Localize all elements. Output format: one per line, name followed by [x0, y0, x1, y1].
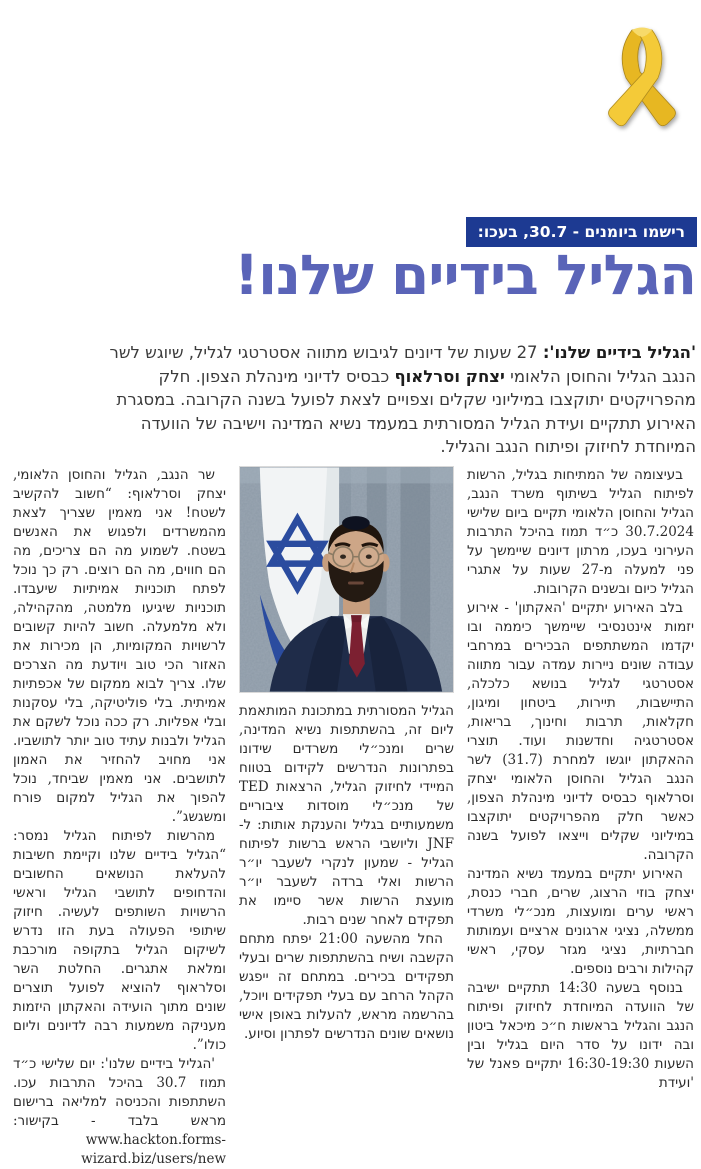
- registration-note: [13, 1055, 226, 1169]
- intro-deck: [88, 341, 696, 459]
- column-middle: [239, 466, 454, 1044]
- column-right: [467, 466, 694, 1093]
- intro-text-1: 27 שעות של דיונים לגיבוש מתווה אסטרטגי לגליל, שיוגש לשר הנגב הגליל והחוסן הלאומי: [109, 343, 696, 386]
- article-paragraph: בנוסף בשעה 14:30 תתקיים ישיבה של הוועדה המיוחדת לחיזוק ופיתוח הנגב והגליל בראשות ח״כ מיכאל ביטון ובה ידונו על סדר היום בגליל ובין השעות 16:30-19:30 יתקיים פאנל של 'ועידת: [467, 980, 694, 1091]
- intro-text-2: כבסיס לדיוני מינהלת הצפון. חלק מהפרויקטים יתוקצבו במיליוני שקלים וצפויים לצאת לפועל בשנה הקרובה. במסגרת האירוע תתקיים ועידת הגליל המסורתית במעמד נשיא המדינה וישיבה של הוועדה המיוחדת לחיזוק ופיתוח הנגב והגליל.: [116, 366, 696, 456]
- article-paragraph: החל מהשעה 21:00 יפתח מתחם הקשבה ושיח בהשתתפות שרים ובעלי תפקידים בכירים. במתחם זה ייפגש הקהל הרחב עם בעלי תפקידים ויוכל, בהרשמה מראש, להעלות באופן אישי נושאים שונים הנדרשים לפתרון וסיוע.: [239, 931, 454, 1042]
- registration-text: 'הגליל בידיים שלנו': יום שלישי כ״ד תמוז 30.7 בהיכל התרבות עכו. השתתפות והכניסה למליאה ברישום מראש בלבד - בקישור:: [13, 1056, 226, 1129]
- kicker-text: רישמו ביומנים - 30.7, בעכו:: [477, 223, 685, 241]
- page-title: הגליל בידיים שלנו!: [233, 243, 696, 307]
- registration-url[interactable]: www.hackton.forms-wizard.biz/users/new: [81, 1132, 226, 1167]
- article-paragraph: בלב האירוע יתקיים 'האקתון' - אירוע יזמות אינטנסיבי שיימשך כיממה ובו יקדמו המשתתפים הבכירים במרחבי עבודה שונים ניירות עמדה עבור מתווה אסטרטגי לגליל בנושא כלכלה, התיישבות, תיירות, ביטחון ומיגון, חקלאות, תרבות וחינוך, בריאות, אסטרטגיה וחדשנות ועוד. תוצרי ההאקתון יוגשו למחרת (31.7) לשר הנגב הגליל והחוסן הלאומי יצחק וסרלאוף כבסיס לדיוני מינהלת הצפון, כאשר חלק מהפרויקטים יתוקצבו במיליוני שקלים וייצאו לפועל בשנה הקרובה.: [467, 600, 694, 863]
- article-columns: [13, 466, 694, 1169]
- intro-minister-bold: יצחק וסרלאוף: [394, 366, 505, 386]
- article-paragraph: מהרשות לפיתוח הגליל נמסר: “הגליל בידיים שלנו וקיימת חשיבות להעלאת הנושאים החשובים והדחופים לתושבי הגליל וראשי הרשויות השותפים לעשיה. חיזוק שיתופי הפעולה בעת הזו נדרש לשיקום הגליל בתקופה מורכבת ומלאת אתגרים. החלטת השר וסלראוף להוציא לפועל תוצרים שונים מתוך הועידה והאקתון היזמות מעניקה משמעות רבה לדיונים וליום כולו”.: [13, 828, 226, 1053]
- article-paragraph: האירוע יתקיים במעמד נשיא המדינה יצחק בוזי הרצוג, שרים, חברי כנסת, ראשי ערים ומועצות, מנכ״לי משרדי ממשלה, נציגי ארגונים ארציים ועמותות חברתיות, נציגי מגזר עסקי, ראשי קהילות ורבים נוספים.: [467, 866, 694, 977]
- article-paragraph: שר הנגב, הגליל והחוסן הלאומי, יצחק וסרלאוף: “חשוב להקשיב לשטח! אני מאמין שצריך לצאת מהמשרדים ולפגוש את האנשים בשטח. לשמוע מה הם צריכים, מה הם חווים, מה הם רוצים. רק כך נוכל לפתח תוכניות אמיתיות שיעבדו. תוכניות שיגיעו מלמטה, מהקהילה, ולא מלמעלה. חשוב להיות קשובים לרשויות המקומיות, הן מכירות את האזור הכי טוב ויודעת מה הצרכים שלו. צריך לבוא ממקום של אכפתיות אמיתית. בלי פוליטיקה, בלי עסקנות ובלי אפליות. רק ככה נוכל לשקם את הגליל ולבנות עתיד טוב יותר לתושביו. אני מחויב להחזיר את האמון לתושבים. אני מאמין שביחד, נוכל להפוך את הגליל למקום פורח ומשגשג”.: [13, 467, 226, 825]
- intro-lead-bold: 'הגליל בידיים שלנו':: [542, 343, 696, 362]
- column-left: [13, 466, 226, 1169]
- yellow-ribbon-icon: [596, 26, 688, 140]
- article-paragraph: בעיצומה של המתיחות בגליל, הרשות לפיתוח הגליל בשיתוף משרד הנגב, הגליל והחוסן הלאומי תקיים ביום שלישי 30.7.2024 כ״ד תמוז בהיכל התרבות העירוני בעכו, מרתון דיונים שיימשך על פני למעלה מ-27 שעות על אתגרי הגליל כיום ובשנים הקרובות.: [467, 467, 694, 597]
- article-paragraph: הגליל המסורתית במתכונת המותאמת ליום זה, בהשתתפות נשיא המדינה, שרים ומנכ״לי משרדים שידונו בפתרונות הנדרשים לקידום בטווח המיידי לחיזוק הגליל, הרצאות TED של מנכ״לי מוסדות ציבוריים משמעותיים בגליל והענקת אותות: ל-JNF וליושבי הראש ברשות לפיתוח הגליל - שמעון לנקרי לשעבר יו״ר הרשות ואלי ברדה לשעבר יו״ר מועצת הרשות אשר סיימו את תפקידם לאחר שנים רבות.: [239, 703, 454, 928]
- minister-photo: [239, 466, 454, 693]
